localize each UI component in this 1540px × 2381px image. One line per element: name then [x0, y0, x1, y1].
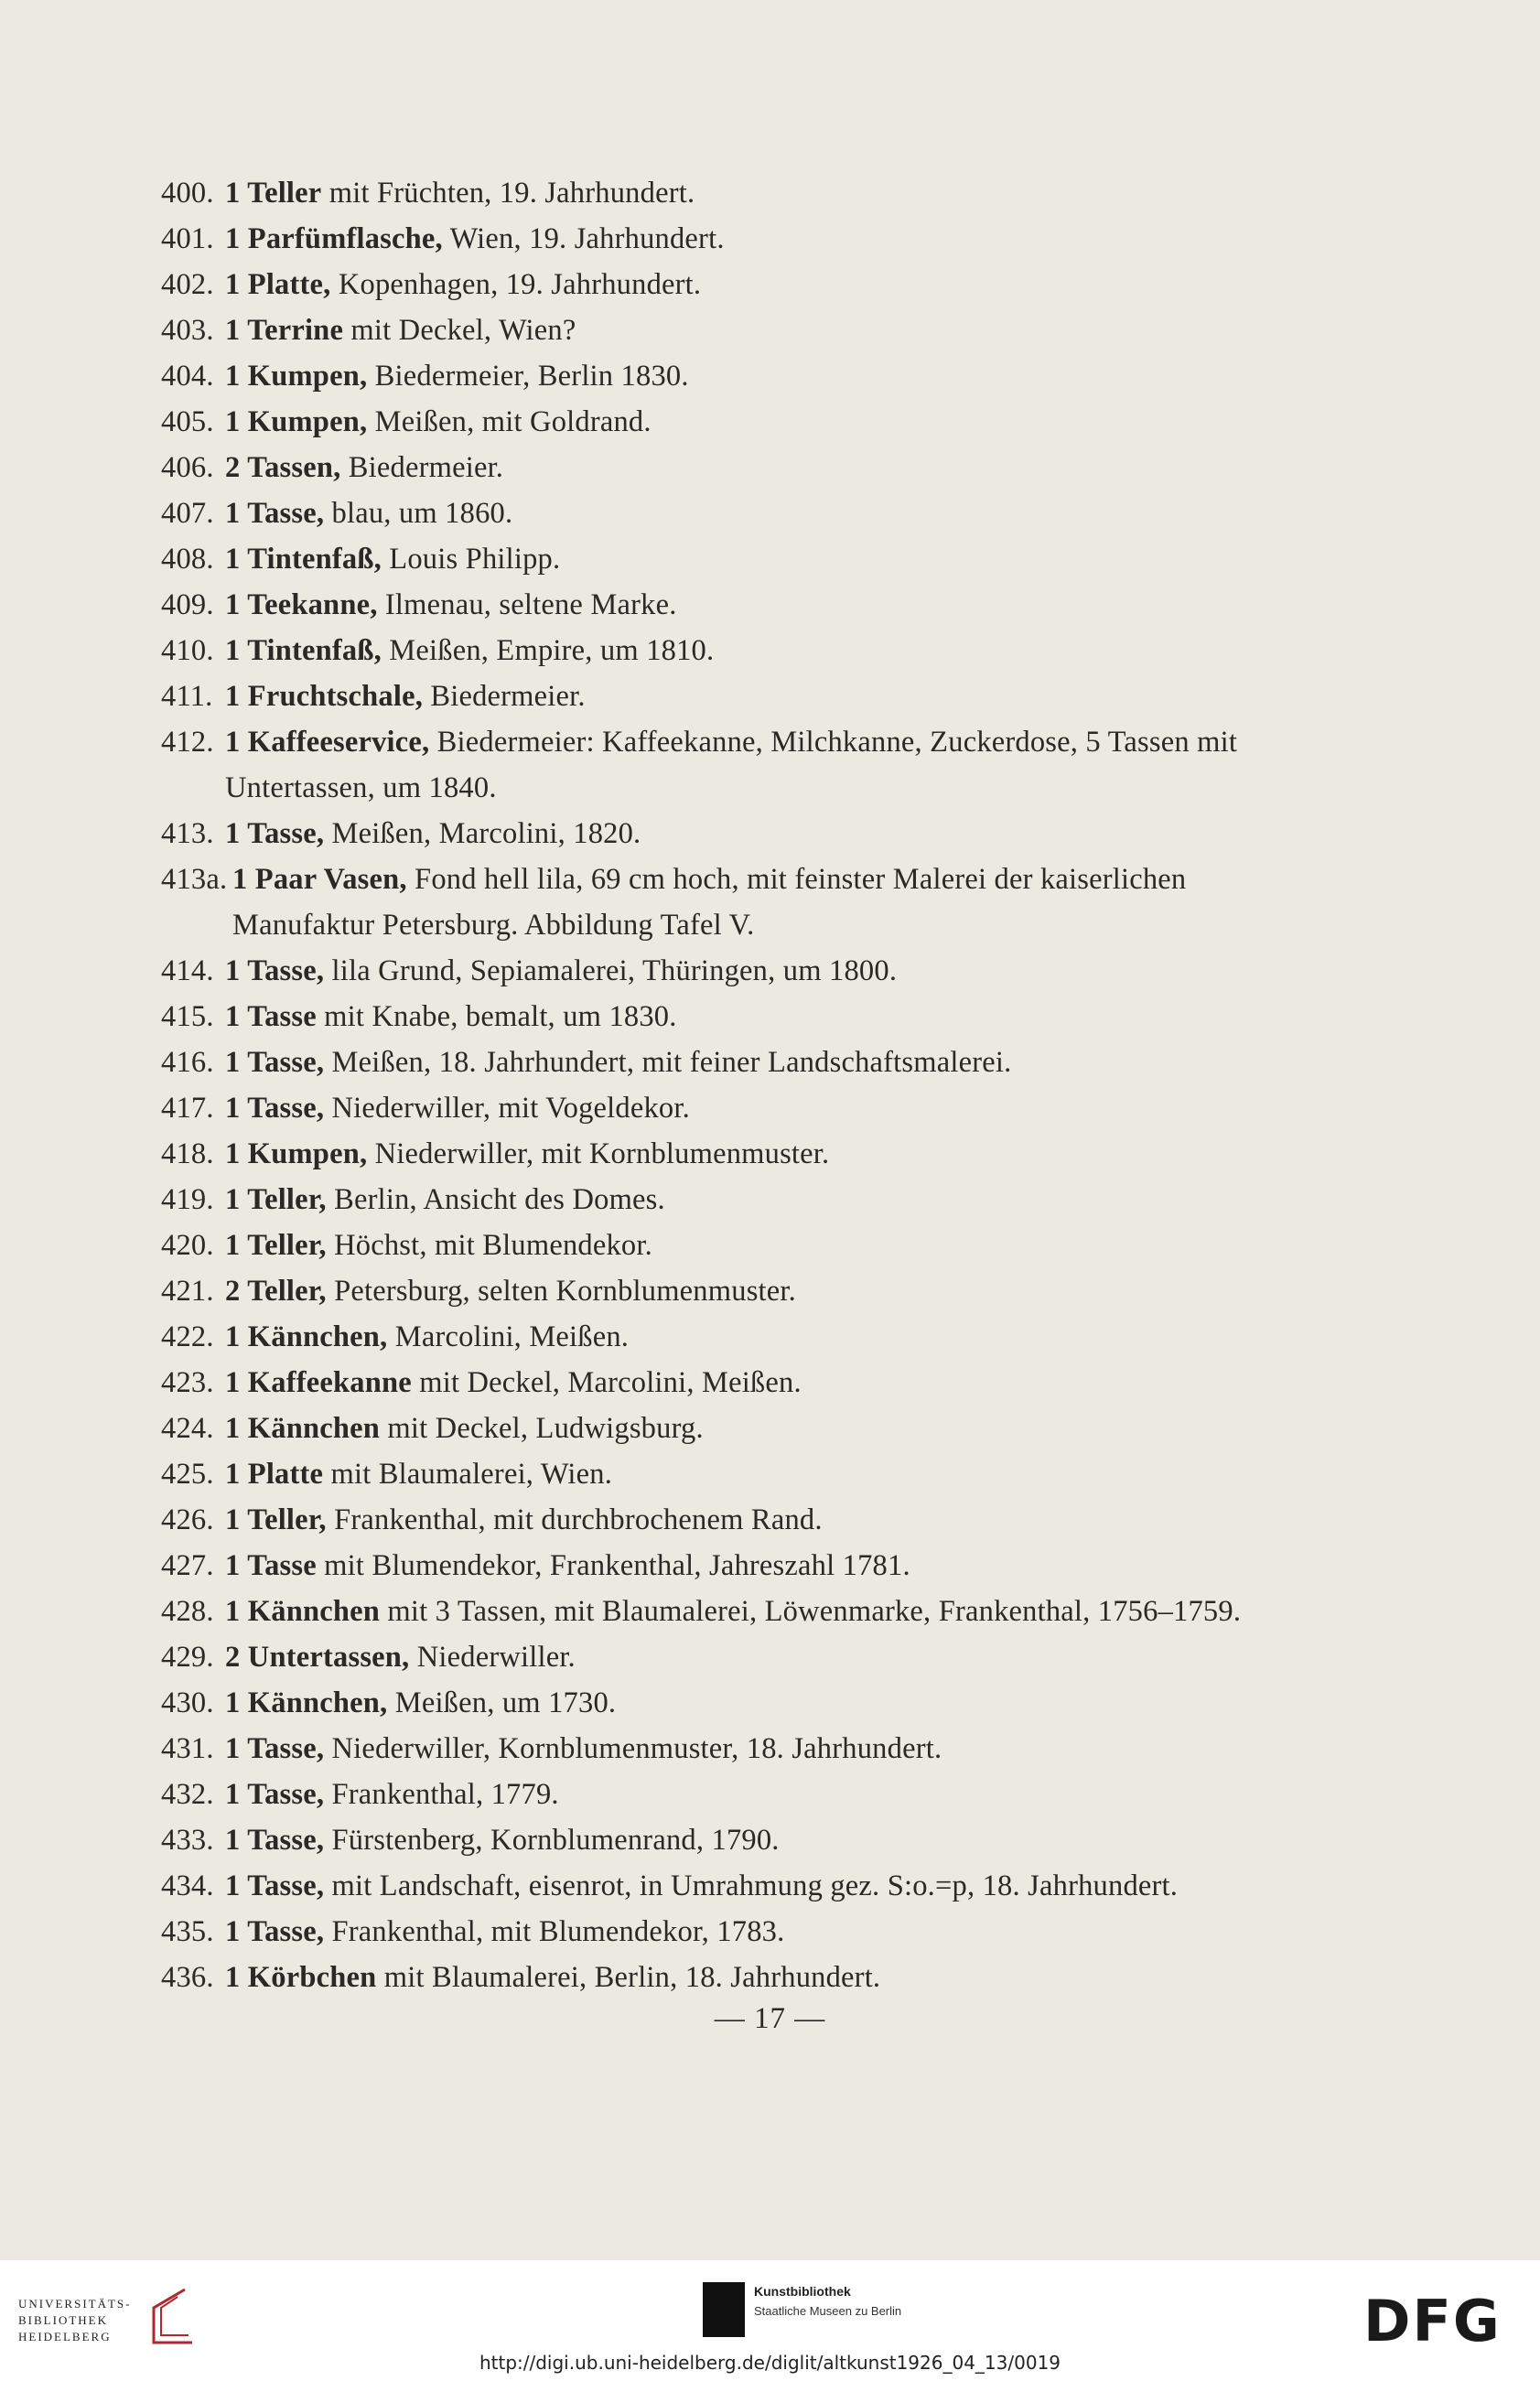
entry-item-name: 1 Körbchen	[225, 1961, 377, 1994]
entry-description-continued: Manufaktur Petersburg. Abbildung Tafel V.	[232, 909, 755, 942]
entry-item-name: 2 Tassen,	[225, 451, 341, 484]
entry-item-name: 1 Paar Vasen,	[232, 863, 407, 896]
entry-text	[225, 1863, 1273, 1909]
entry-text	[225, 490, 1273, 536]
entry-text	[225, 1772, 1273, 1817]
university-logo-line-1: UNIVERSITÄTS-	[18, 2297, 132, 2311]
entry-description: Frankenthal, mit durchbrochenem Rand.	[326, 1503, 823, 1536]
entry-text	[225, 994, 1273, 1040]
entry-number: 403.	[161, 314, 214, 347]
entry-item-name: 1 Kännchen,	[225, 1686, 388, 1719]
entry-number: 407.	[161, 497, 214, 530]
entry-number: 426.	[161, 1503, 214, 1536]
entry-text	[225, 536, 1273, 582]
entry-text	[225, 1680, 1273, 1726]
entry-text	[225, 1314, 1273, 1360]
entry-number: 432.	[161, 1778, 214, 1811]
catalog-entry	[161, 1177, 1273, 1223]
entry-text	[225, 628, 1273, 673]
catalog-entry	[161, 719, 1273, 811]
entry-description: Biedermeier.	[423, 680, 586, 713]
entry-description: mit Blaumalerei, Wien.	[323, 1458, 613, 1491]
catalog-entry	[161, 1451, 1273, 1497]
entry-description: Fürstenberg, Kornblumenrand, 1790.	[324, 1824, 780, 1857]
catalog-entry	[161, 1314, 1273, 1360]
entry-item-name: 1 Tasse,	[225, 1915, 325, 1948]
entry-item-name: 1 Tasse,	[225, 954, 325, 987]
entry-number: 413a.	[161, 863, 228, 896]
catalog-entry	[161, 216, 1273, 262]
entry-description: Niederwiller, mit Kornblumenmuster.	[367, 1137, 830, 1170]
entry-description: blau, um 1860.	[324, 497, 513, 530]
catalog-entry	[161, 1268, 1273, 1314]
entry-text	[225, 1451, 1273, 1497]
catalog-entry	[161, 399, 1273, 445]
entry-number: 415.	[161, 1000, 214, 1033]
entry-text	[225, 1589, 1273, 1634]
entry-number: 430.	[161, 1686, 214, 1719]
entry-text	[225, 1406, 1273, 1451]
entry-item-name: 1 Kumpen,	[225, 360, 368, 393]
entry-text	[225, 811, 1273, 857]
entry-item-name: 1 Teller,	[225, 1229, 327, 1262]
entry-number: 436.	[161, 1961, 214, 1994]
entry-item-name: 1 Kännchen	[225, 1595, 381, 1628]
entry-description-continued: Untertassen, um 1840.	[225, 771, 497, 804]
entry-number: 412.	[161, 726, 214, 759]
catalog-entry	[161, 948, 1273, 994]
entry-item-name: 1 Tasse,	[225, 1824, 325, 1857]
entry-item-name: 1 Tasse,	[225, 817, 325, 850]
catalog-entry	[161, 1955, 1273, 2000]
entry-item-name: 1 Fruchtschale,	[225, 680, 424, 713]
entry-number: 404.	[161, 360, 214, 393]
entry-description: Niederwiller, Kornblumenmuster, 18. Jahrhundert.	[324, 1732, 942, 1765]
entry-description: mit Früchten, 19. Jahrhundert.	[321, 177, 695, 210]
entry-number: 406.	[161, 451, 214, 484]
entry-text	[225, 1634, 1273, 1680]
entry-item-name: 1 Teller	[225, 177, 322, 210]
catalog-entry	[161, 262, 1273, 307]
entry-item-name: 1 Tasse	[225, 1000, 317, 1033]
catalog-entry	[161, 353, 1273, 399]
catalog-entry	[161, 170, 1273, 216]
entry-number: 421.	[161, 1275, 214, 1308]
entry-text	[225, 1955, 1273, 2000]
entry-item-name: 1 Kännchen,	[225, 1320, 388, 1353]
entry-item-name: 1 Kaffeeservice,	[225, 726, 430, 759]
entry-description: Meißen, um 1730.	[387, 1686, 617, 1719]
entry-description: mit Blaumalerei, Berlin, 18. Jahrhundert.	[376, 1961, 881, 1994]
dfg-logo[interactable]: DFG	[1363, 2288, 1502, 2354]
entry-item-name: 1 Teekanne,	[225, 588, 378, 621]
entry-item-name: 1 Tintenfaß,	[225, 543, 382, 576]
entry-text	[225, 1177, 1273, 1223]
entry-text	[225, 1268, 1273, 1314]
entry-item-name: 1 Parfümflasche,	[225, 222, 443, 255]
entry-number: 401.	[161, 222, 214, 255]
entry-number: 423.	[161, 1366, 214, 1399]
kunstbibliothek-subtitle: Staatliche Museen zu Berlin	[754, 2304, 902, 2318]
entry-text	[225, 1085, 1273, 1131]
entry-item-name: 2 Teller,	[225, 1275, 327, 1308]
catalog-entry	[161, 994, 1273, 1040]
entry-item-name: 1 Platte,	[225, 268, 331, 301]
entry-description: mit Knabe, bemalt, um 1830.	[316, 1000, 677, 1033]
entry-text	[225, 1223, 1273, 1268]
entry-item-name: 1 Terrine	[225, 314, 344, 347]
entry-item-name: 1 Kännchen	[225, 1412, 381, 1445]
entry-text	[225, 1817, 1273, 1863]
entry-number: 420.	[161, 1229, 214, 1262]
entry-item-name: 1 Tasse,	[225, 1092, 325, 1125]
catalog-entry	[161, 1497, 1273, 1543]
catalog-entry	[161, 1772, 1273, 1817]
entry-number: 433.	[161, 1824, 214, 1857]
entry-number: 409.	[161, 588, 214, 621]
entry-description: mit 3 Tassen, mit Blaumalerei, Löwenmarke, Frankenthal, 1756–1759.	[380, 1595, 1242, 1628]
entry-text	[225, 1497, 1273, 1543]
entry-description: Frankenthal, 1779.	[324, 1778, 559, 1811]
entry-description: Biedermeier, Berlin 1830.	[367, 360, 689, 393]
entry-description: Fond hell lila, 69 cm hoch, mit feinster Malerei der kaiserlichen	[406, 863, 1187, 896]
catalog-entry	[161, 857, 1273, 948]
entry-item-name: 1 Tasse,	[225, 1778, 325, 1811]
entry-text	[225, 170, 1273, 216]
entry-description: mit Deckel, Ludwigsburg.	[380, 1412, 704, 1445]
catalog-entry	[161, 1543, 1273, 1589]
entry-text	[225, 1131, 1273, 1177]
entry-text	[225, 948, 1273, 994]
entry-description: mit Deckel, Marcolini, Meißen.	[411, 1366, 802, 1399]
catalog-entry	[161, 811, 1273, 857]
entry-item-name: 2 Untertassen,	[225, 1641, 410, 1674]
page-number: — 17 —	[714, 2002, 826, 2035]
entry-description: Petersburg, selten Kornblumenmuster.	[326, 1275, 796, 1308]
entry-text	[225, 216, 1273, 262]
entry-item-name: 1 Kumpen,	[225, 405, 368, 438]
entry-number: 417.	[161, 1092, 214, 1125]
entry-item-name: 1 Tasse,	[225, 1869, 325, 1902]
catalog-entry	[161, 1634, 1273, 1680]
entry-item-name: 1 Tasse,	[225, 1046, 325, 1079]
entry-description: Ilmenau, seltene Marke.	[377, 588, 677, 621]
entry-text	[225, 307, 1273, 353]
entry-description: lila Grund, Sepiamalerei, Thüringen, um 1800.	[324, 954, 898, 987]
entry-description: Höchst, mit Blumendekor.	[326, 1229, 652, 1262]
catalog-entry	[161, 1817, 1273, 1863]
entry-description: Meißen, 18. Jahrhundert, mit feiner Landschaftsmalerei.	[324, 1046, 1012, 1079]
entry-item-name: 1 Kaffeekanne	[225, 1366, 412, 1399]
university-library-logo[interactable]	[18, 2286, 201, 2350]
entry-number: 424.	[161, 1412, 214, 1445]
entry-number: 418.	[161, 1137, 214, 1170]
catalog-entry	[161, 1909, 1273, 1955]
entry-number: 435.	[161, 1915, 214, 1948]
entry-number: 402.	[161, 268, 214, 301]
permalink-url[interactable]: http://digi.ub.uni-heidelberg.de/diglit/altkunst1926_04_13/0019	[479, 2352, 1061, 2374]
entry-number: 431.	[161, 1732, 214, 1765]
university-mark-icon	[145, 2286, 199, 2348]
catalog-entry	[161, 490, 1273, 536]
entry-description: Biedermeier.	[340, 451, 504, 484]
catalog-entry	[161, 628, 1273, 673]
entry-number: 410.	[161, 634, 214, 667]
catalog-entry	[161, 536, 1273, 582]
entry-text	[225, 262, 1273, 307]
entry-item-name: 1 Teller,	[225, 1503, 327, 1536]
university-logo-line-3: HEIDELBERG	[18, 2330, 112, 2343]
entry-text	[225, 399, 1273, 445]
catalog-entry	[161, 1863, 1273, 1909]
entry-description: Biedermeier: Kaffeekanne, Milchkanne, Zuckerdose, 5 Tassen mit	[429, 726, 1238, 759]
entry-number: 434.	[161, 1869, 214, 1902]
entry-item-name: 1 Tintenfaß,	[225, 634, 382, 667]
entry-number: 411.	[161, 680, 213, 713]
entry-number: 429.	[161, 1641, 214, 1674]
entry-item-name: 1 Tasse	[225, 1549, 317, 1582]
entry-description: Marcolini, Meißen.	[387, 1320, 630, 1353]
entry-text	[225, 582, 1273, 628]
catalog-entry	[161, 1223, 1273, 1268]
entry-description: Wien, 19. Jahrhundert.	[442, 222, 725, 255]
kunstbibliothek-logo[interactable]	[703, 2282, 977, 2346]
catalog-entry-list	[161, 170, 1273, 2000]
entry-description: mit Landschaft, eisenrot, in Umrahmung gez. S:o.=p, 18. Jahrhundert.	[324, 1869, 1179, 1902]
entry-description: mit Deckel, Wien?	[343, 314, 576, 347]
entry-number: 416.	[161, 1046, 214, 1079]
entry-item-name: 1 Platte	[225, 1458, 324, 1491]
entry-text	[225, 445, 1273, 490]
entry-number: 427.	[161, 1549, 214, 1582]
entry-item-name: 1 Teller,	[225, 1183, 327, 1216]
kunstbibliothek-mark-icon	[703, 2282, 745, 2337]
digitization-footer	[0, 2260, 1540, 2381]
entry-text	[225, 1909, 1273, 1955]
entry-description: Niederwiller.	[409, 1641, 576, 1674]
entry-number: 405.	[161, 405, 214, 438]
catalog-entry	[161, 1131, 1273, 1177]
entry-number: 428.	[161, 1595, 214, 1628]
entry-item-name: 1 Kumpen,	[225, 1137, 368, 1170]
catalog-entry	[161, 445, 1273, 490]
catalog-entry	[161, 1589, 1273, 1634]
entry-description: mit Blumendekor, Frankenthal, Jahreszahl 1781.	[316, 1549, 910, 1582]
entry-text	[225, 1040, 1273, 1085]
entry-description: Frankenthal, mit Blumendekor, 1783.	[324, 1915, 785, 1948]
catalog-entry	[161, 1406, 1273, 1451]
catalog-entry	[161, 1680, 1273, 1726]
entry-text	[225, 1543, 1273, 1589]
entry-text	[225, 719, 1273, 811]
catalog-entry	[161, 1360, 1273, 1406]
entry-item-name: 1 Tasse,	[225, 1732, 325, 1765]
catalog-entry	[161, 582, 1273, 628]
catalog-entry	[161, 1726, 1273, 1772]
entry-description: Louis Philipp.	[381, 543, 561, 576]
entry-text	[225, 1726, 1273, 1772]
entry-number: 413.	[161, 817, 214, 850]
entry-text	[225, 1360, 1273, 1406]
catalog-entry	[161, 673, 1273, 719]
entry-number: 419.	[161, 1183, 214, 1216]
catalog-entry	[161, 1085, 1273, 1131]
entry-description: Niederwiller, mit Vogeldekor.	[324, 1092, 690, 1125]
entry-description: Berlin, Ansicht des Domes.	[326, 1183, 665, 1216]
entry-text	[225, 673, 1273, 719]
entry-number: 408.	[161, 543, 214, 576]
entry-number: 425.	[161, 1458, 214, 1491]
entry-description: Meißen, Marcolini, 1820.	[324, 817, 641, 850]
entry-description: Meißen, mit Goldrand.	[367, 405, 652, 438]
entry-description: Meißen, Empire, um 1810.	[381, 634, 715, 667]
catalog-entry	[161, 307, 1273, 353]
university-logo-line-2: BIBLIOTHEK	[18, 2313, 108, 2327]
entry-number: 422.	[161, 1320, 214, 1353]
entry-item-name: 1 Tasse,	[225, 497, 325, 530]
kunstbibliothek-title: Kunstbibliothek	[754, 2284, 851, 2299]
entry-number: 400.	[161, 177, 214, 210]
entry-description: Kopenhagen, 19. Jahrhundert.	[330, 268, 702, 301]
entry-text	[232, 857, 1273, 948]
entry-number: 414.	[161, 954, 214, 987]
entry-text	[225, 353, 1273, 399]
catalog-entry	[161, 1040, 1273, 1085]
